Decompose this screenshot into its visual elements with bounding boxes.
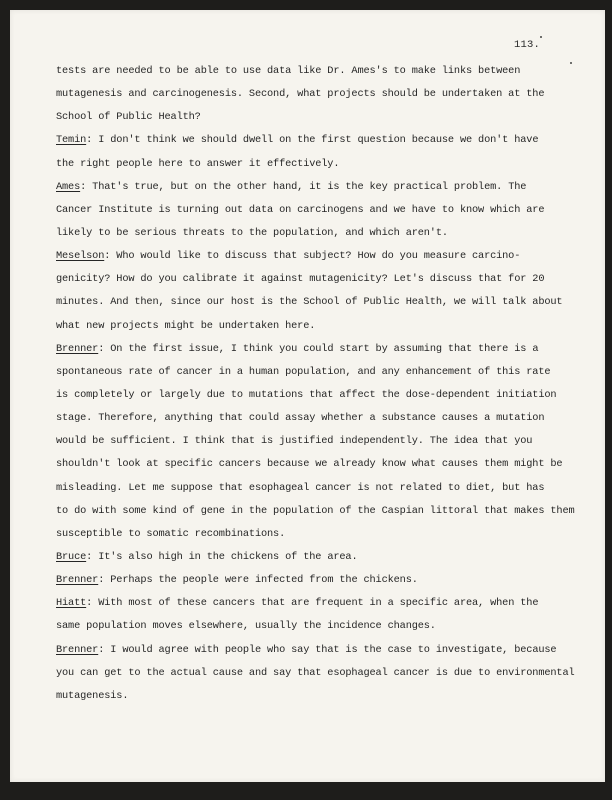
transcript-line [56, 592, 586, 615]
line-text: School of Public Health? [56, 111, 201, 124]
transcript-line [56, 106, 586, 129]
transcript-line [56, 546, 586, 569]
transcript-line [56, 222, 586, 245]
line-text: what new projects might be undertaken here. [56, 319, 316, 332]
transcript-line [56, 500, 586, 523]
line-text: minutes. And then, since our host is the School of Public Health, we will talk about [56, 296, 563, 309]
transcript-line [56, 615, 586, 638]
line-text: genicity? How do you calibrate it against mutagenicity? Let's discuss that for 20 [56, 273, 545, 286]
speaker-name: Meselson [56, 250, 105, 263]
line-text: : Perhaps the people were infected from the chickens. [98, 574, 418, 587]
line-text: to do with some kind of gene in the population of the Caspian littoral that makes them [56, 504, 575, 517]
transcript-line [56, 245, 586, 268]
transcript-line [56, 430, 586, 453]
line-text: Cancer Institute is turning out data on carcinogens and we have to know which are [56, 203, 545, 216]
transcript-line [56, 315, 586, 338]
line-text: : Who would like to discuss that subject? How do you measure carcino- [104, 250, 521, 263]
transcript-line [56, 153, 586, 176]
line-text: is completely or largely due to mutations that affect the dose-dependent initiation [56, 388, 557, 401]
transcript-line [56, 477, 586, 500]
speaker-name: Brenner [56, 342, 99, 355]
typed-page [10, 10, 605, 782]
line-text: tests are needed to be able to use data like Dr. Ames's to make links between [56, 65, 521, 77]
line-text: the right people here to answer it effectively. [56, 157, 340, 170]
transcript-body [56, 60, 586, 708]
transcript-line [56, 129, 586, 152]
paper-speck [540, 36, 542, 38]
page-number: 113. [514, 39, 541, 51]
line-text: spontaneous rate of cancer in a human population, and any enhancement of this rate [56, 365, 551, 378]
speaker-name: Temin [56, 134, 87, 147]
speaker-name: Brenner [56, 643, 99, 656]
transcript-line [56, 83, 586, 106]
transcript-line [56, 338, 586, 361]
line-text: shouldn't look at specific cancers because we already know what causes them might be [56, 458, 563, 471]
transcript-line [56, 199, 586, 222]
transcript-line [56, 639, 586, 662]
line-text: : On the first issue, I think you could start by assuming that there is a [98, 342, 539, 355]
line-text: stage. Therefore, anything that could assay whether a substance causes a mutation [56, 412, 545, 425]
line-text: likely to be serious threats to the population, and which aren't. [56, 226, 448, 239]
speaker-name: Bruce [56, 550, 87, 563]
transcript-line [56, 523, 586, 546]
transcript-line [56, 176, 586, 199]
transcript-line [56, 407, 586, 430]
transcript-line [56, 384, 586, 407]
line-text: : It's also high in the chickens of the area. [86, 550, 358, 563]
line-text: : That's true, but on the other hand, it is the key practical problem. The [80, 180, 527, 193]
transcript-line [56, 268, 586, 291]
line-text: : I don't think we should dwell on the first question because we don't have [86, 134, 539, 147]
speaker-name: Brenner [56, 574, 99, 587]
transcript-line [56, 453, 586, 476]
line-text: same population moves elsewhere, usually the incidence changes. [56, 620, 436, 633]
transcript-line [56, 60, 586, 83]
line-text: : I would agree with people who say that is the case to investigate, because [98, 643, 557, 656]
line-text: would be sufficient. I think that is justified independently. The idea that you [56, 435, 533, 448]
transcript-line [56, 662, 586, 685]
line-text: you can get to the actual cause and say that esophageal cancer is due to environmental [56, 666, 575, 679]
speaker-name: Hiatt [56, 597, 87, 610]
transcript-line [56, 569, 586, 592]
transcript-line [56, 361, 586, 384]
transcript-line [56, 685, 586, 708]
line-text: mutagenesis. [56, 689, 129, 702]
line-text: : With most of these cancers that are frequent in a specific area, when the [86, 597, 539, 610]
line-text: susceptible to somatic recombinations. [56, 527, 286, 540]
line-text: misleading. Let me suppose that esophageal cancer is not related to diet, but has [56, 481, 545, 494]
speaker-name: Ames [56, 180, 81, 193]
line-text: mutagenesis and carcinogenesis. Second, what projects should be undertaken at the [56, 88, 545, 101]
transcript-line [56, 291, 586, 314]
